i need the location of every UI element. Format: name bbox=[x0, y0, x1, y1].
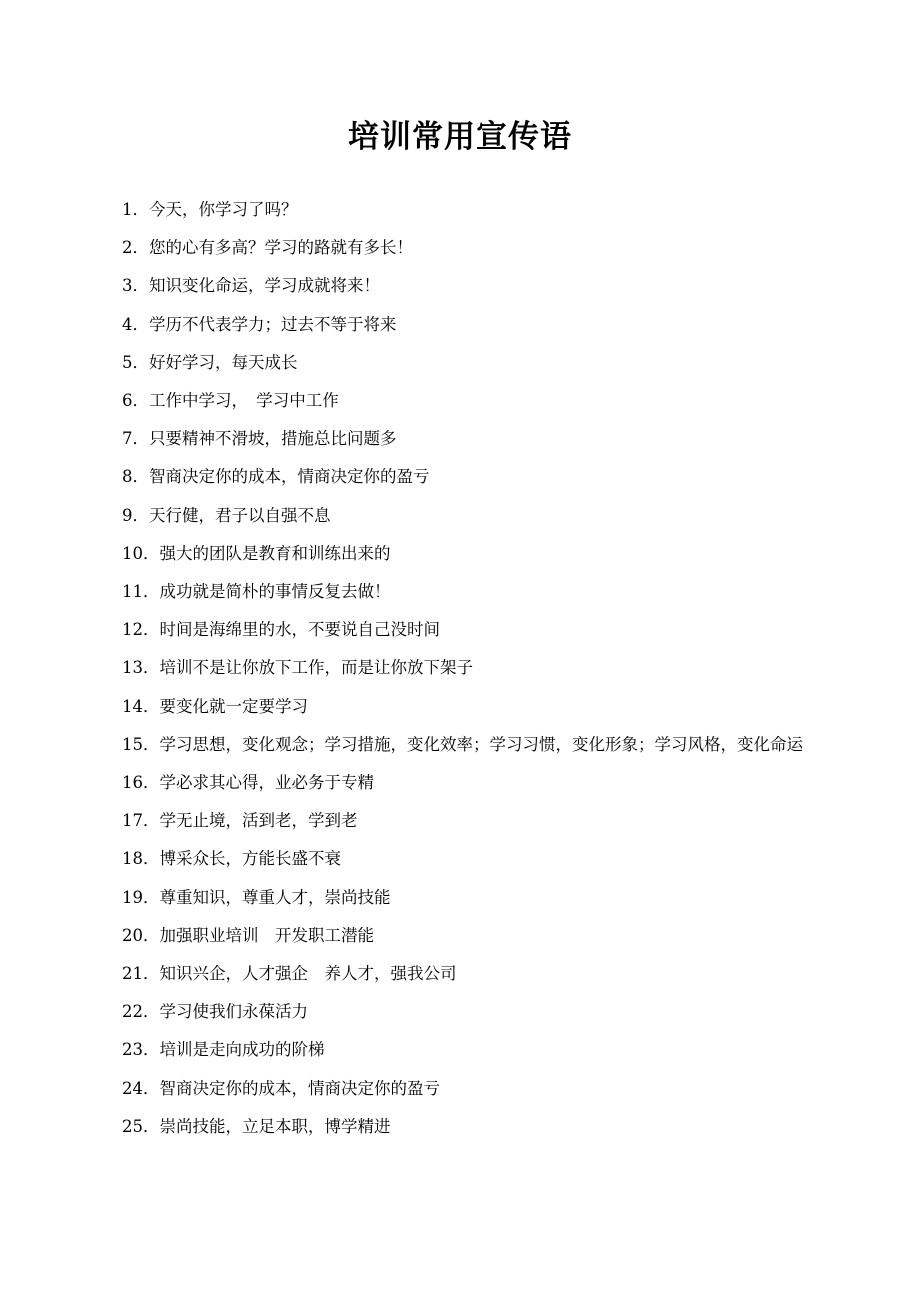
item-number: 23 bbox=[122, 1040, 143, 1060]
list-item: 3．知识变化命运，学习成就将来！ bbox=[122, 276, 380, 296]
item-text: 好好学习，每天成长 bbox=[149, 352, 298, 372]
item-number: 1 bbox=[122, 200, 133, 219]
item-text: 强大的团队是教育和训练出来的 bbox=[159, 543, 391, 563]
item-number: 9 bbox=[122, 505, 133, 525]
list-item: 5．好好学习，每天成长 bbox=[122, 352, 298, 372]
list-item: 13．培训不是让你放下工作，而是让你放下架子 bbox=[122, 658, 473, 678]
list-item: 4．学历不代表学力；过去不等于将来 bbox=[122, 314, 397, 334]
item-number: 7 bbox=[122, 429, 133, 449]
item-number: 3 bbox=[122, 276, 133, 296]
item-text: 成功就是简朴的事情反复去做！ bbox=[159, 582, 391, 602]
item-text: 加强职业培训 开发职工潜能 bbox=[159, 925, 374, 945]
item-number: 20 bbox=[122, 925, 143, 945]
item-text: 知识变化命运，学习成就将来！ bbox=[149, 276, 380, 296]
item-number: 10 bbox=[122, 543, 143, 563]
item-number: 24 bbox=[122, 1078, 143, 1098]
item-number: 13 bbox=[122, 658, 143, 678]
list-item: 17．学无止境，活到老，学到老 bbox=[122, 811, 358, 831]
list-item: 1．今天，你学习了吗？ bbox=[122, 200, 298, 219]
slogan-list bbox=[122, 191, 812, 1146]
item-text: 博采众长，方能长盛不衰 bbox=[159, 849, 341, 869]
item-text: 工作中学习， 学习中工作 bbox=[149, 391, 339, 411]
list-item: 21．知识兴企，人才强企 养人才，强我公司 bbox=[122, 964, 457, 984]
item-number: 25 bbox=[122, 1116, 143, 1136]
item-number: 19 bbox=[122, 887, 143, 907]
item-number: 5 bbox=[122, 352, 133, 372]
item-text: 崇尚技能，立足本职，博学精进 bbox=[159, 1116, 391, 1136]
item-text: 学习使我们永葆活力 bbox=[159, 1002, 308, 1022]
list-item: 12．时间是海绵里的水，不要说自己没时间 bbox=[122, 620, 440, 640]
item-text: 智商决定你的成本，情商决定你的盈亏 bbox=[149, 467, 430, 487]
item-text: 学必求其心得，业必务于专精 bbox=[159, 773, 374, 793]
list-item: 16．学必求其心得，业必务于专精 bbox=[122, 773, 374, 793]
item-number: 16 bbox=[122, 773, 143, 793]
item-number: 18 bbox=[122, 849, 143, 869]
document-title: 培训常用宣传语 bbox=[348, 119, 572, 155]
list-item: 19．尊重知识，尊重人才，崇尚技能 bbox=[122, 887, 391, 907]
item-text: 时间是海绵里的水，不要说自己没时间 bbox=[159, 620, 440, 640]
item-text: 智商决定你的成本，情商决定你的盈亏 bbox=[159, 1078, 440, 1098]
list-item: 18．博采众长，方能长盛不衰 bbox=[122, 849, 341, 869]
list-item: 23．培训是走向成功的阶梯 bbox=[122, 1040, 325, 1060]
item-number: 6 bbox=[122, 391, 133, 411]
item-number: 17 bbox=[122, 811, 143, 831]
item-text: 培训不是让你放下工作，而是让你放下架子 bbox=[159, 658, 473, 678]
list-item: 14．要变化就一定要学习 bbox=[122, 696, 308, 716]
item-number: 4 bbox=[122, 314, 133, 334]
item-number: 2 bbox=[122, 238, 133, 258]
item-text: 学历不代表学力；过去不等于将来 bbox=[149, 314, 397, 334]
item-number: 22 bbox=[122, 1002, 143, 1022]
item-text: 您的心有多高？学习的路就有多长！ bbox=[149, 238, 413, 258]
list-item: 25．崇尚技能，立足本职，博学精进 bbox=[122, 1116, 391, 1136]
list-item: 9．天行健，君子以自强不息 bbox=[122, 505, 331, 525]
item-text: 知识兴企，人才强企 养人才，强我公司 bbox=[159, 964, 457, 984]
list-item: 15．学习思想，变化观念；学习措施，变化效率；学习习惯，变化形象；学习风格，变化命运 bbox=[122, 734, 803, 754]
item-number: 14 bbox=[122, 696, 143, 716]
item-text: 尊重知识，尊重人才，崇尚技能 bbox=[159, 887, 391, 907]
item-text: 要变化就一定要学习 bbox=[159, 696, 308, 716]
list-item: 7．只要精神不滑坡，措施总比问题多 bbox=[122, 429, 397, 449]
item-text: 培训是走向成功的阶梯 bbox=[159, 1040, 325, 1060]
item-text: 天行健，君子以自强不息 bbox=[149, 505, 331, 525]
item-number: 11 bbox=[122, 582, 143, 602]
list-item: 22．学习使我们永葆活力 bbox=[122, 1002, 308, 1022]
list-item: 10．强大的团队是教育和训练出来的 bbox=[122, 543, 391, 563]
item-number: 8 bbox=[122, 467, 133, 487]
list-item: 2．您的心有多高？学习的路就有多长！ bbox=[122, 238, 413, 258]
list-item: 20．加强职业培训 开发职工潜能 bbox=[122, 925, 374, 945]
item-text: 学无止境，活到老，学到老 bbox=[159, 811, 358, 831]
item-number: 15 bbox=[122, 734, 143, 754]
list-item: 11．成功就是简朴的事情反复去做！ bbox=[122, 582, 391, 602]
item-text: 只要精神不滑坡，措施总比问题多 bbox=[149, 429, 397, 449]
list-item: 24．智商决定你的成本，情商决定你的盈亏 bbox=[122, 1078, 440, 1098]
item-text: 学习思想，变化观念；学习措施，变化效率；学习习惯，变化形象；学习风格，变化命运 bbox=[159, 734, 803, 754]
item-number: 12 bbox=[122, 620, 143, 640]
list-item: 6．工作中学习， 学习中工作 bbox=[122, 391, 339, 411]
item-number: 21 bbox=[122, 964, 143, 984]
list-item: 8．智商决定你的成本，情商决定你的盈亏 bbox=[122, 467, 430, 487]
item-text: 今天，你学习了吗？ bbox=[149, 200, 298, 219]
